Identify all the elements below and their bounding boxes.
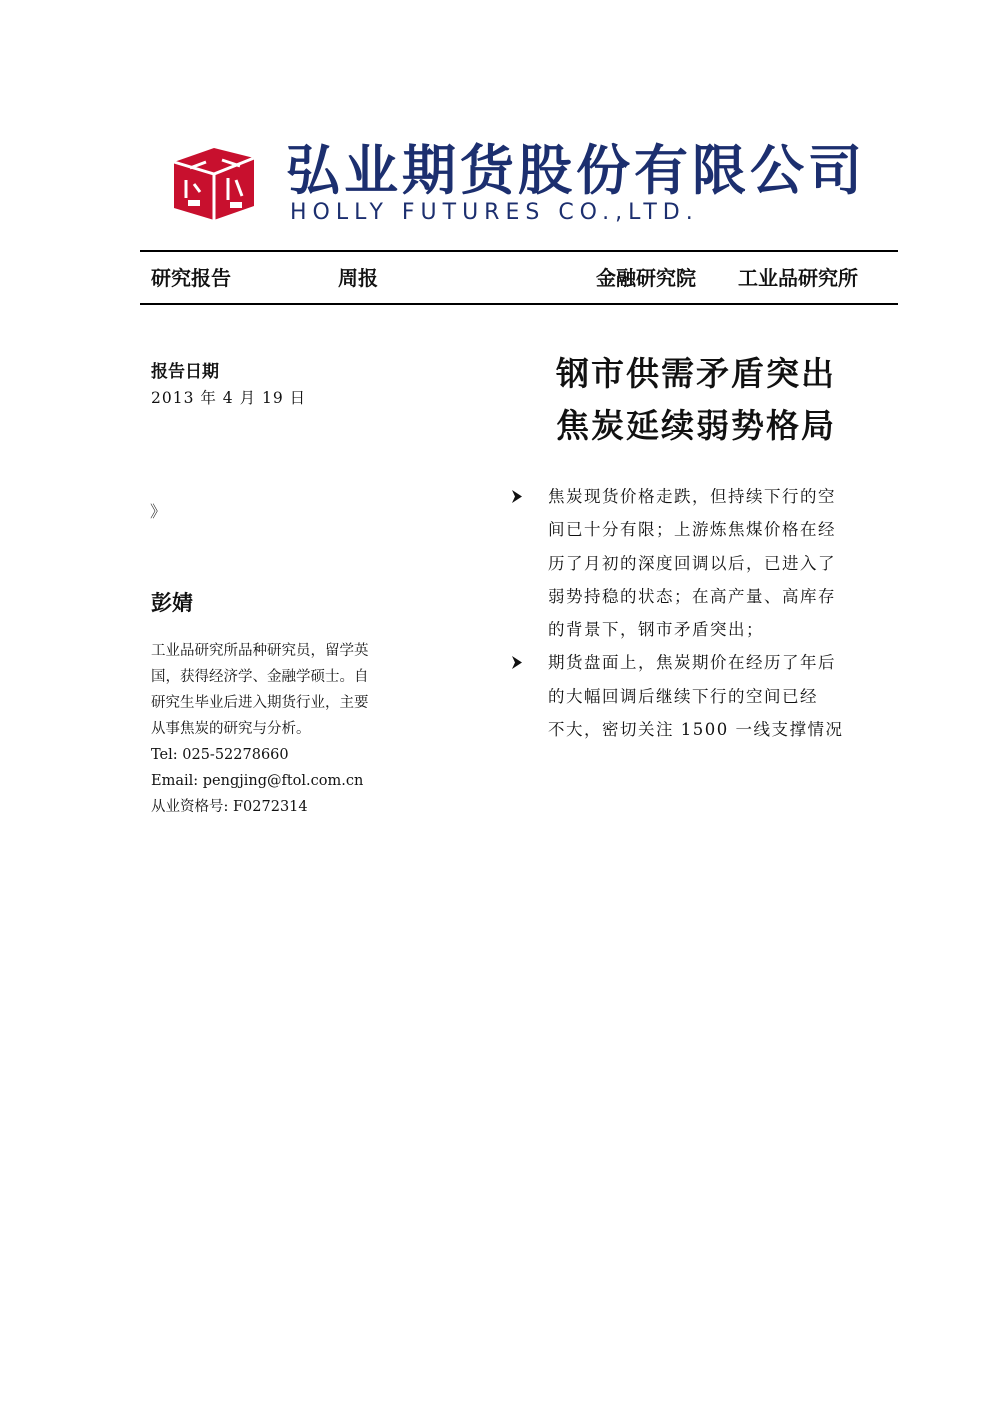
company-logo-icon [170,140,258,222]
bullet-line: 历了月初的深度回调以后，已进入了 [548,553,836,573]
report-period-label: 周报 [338,266,378,290]
arrow-bullet-icon [510,646,526,690]
bullet-line: 期货盘面上，焦炭期价在经历了年后 [548,653,836,673]
header-top-rule [140,250,898,252]
author-license: 从业资格号: F0272314 [151,799,308,815]
author-tel: Tel: 025-52278660 [151,747,289,763]
header-bottom-rule [140,303,898,305]
bullet-line: 焦炭现货价格走跌，但持续下行的空 [548,487,836,506]
company-name-cn: 弘业期货股份有限公司 [286,138,866,202]
bullet-line: 的大幅回调后继续下行的空间已经 [548,686,818,706]
company-name-en: HOLLY FUTURES CO.,LTD. [290,200,699,225]
bullet-line: 间已十分有限；上游炼焦煤价格在经 [548,520,836,540]
author-bio [151,638,421,820]
author-email: Email: pengjing@ftol.com.cn [151,773,364,789]
bio-line: 从事焦炭的研究与分析。 [151,721,311,737]
summary-bullets [510,480,880,746]
bullet-line: 不大，密切关注 1500 一线支撑情况 [548,720,844,740]
department-finance: 金融研究院 [596,266,696,290]
summary-bullet [510,480,880,646]
author-name: 彭婧 [151,590,193,615]
bullet-line: 弱势持稳的状态；在高产量、高库存 [548,586,836,606]
summary-bullet [510,646,880,746]
section-mark: 》 [150,502,167,521]
bio-line: 研究生毕业后进入期货行业，主要 [151,695,369,711]
arrow-bullet-icon [510,480,526,524]
bio-line: 国，获得经济学、金融学硕士。自 [151,669,369,685]
department-industrial: 工业品研究所 [738,266,858,290]
report-type-label: 研究报告 [151,266,231,290]
report-date-value: 2013 年 4 月 19 日 [151,389,307,407]
report-title-line1: 钢市供需矛盾突出 [556,354,836,393]
report-date-label: 报告日期 [151,362,219,382]
bullet-line: 的背景下，钢市矛盾突出； [548,620,764,640]
bio-line: 工业品研究所品种研究员，留学英 [151,643,369,659]
report-title-line2: 焦炭延续弱势格局 [556,406,836,445]
